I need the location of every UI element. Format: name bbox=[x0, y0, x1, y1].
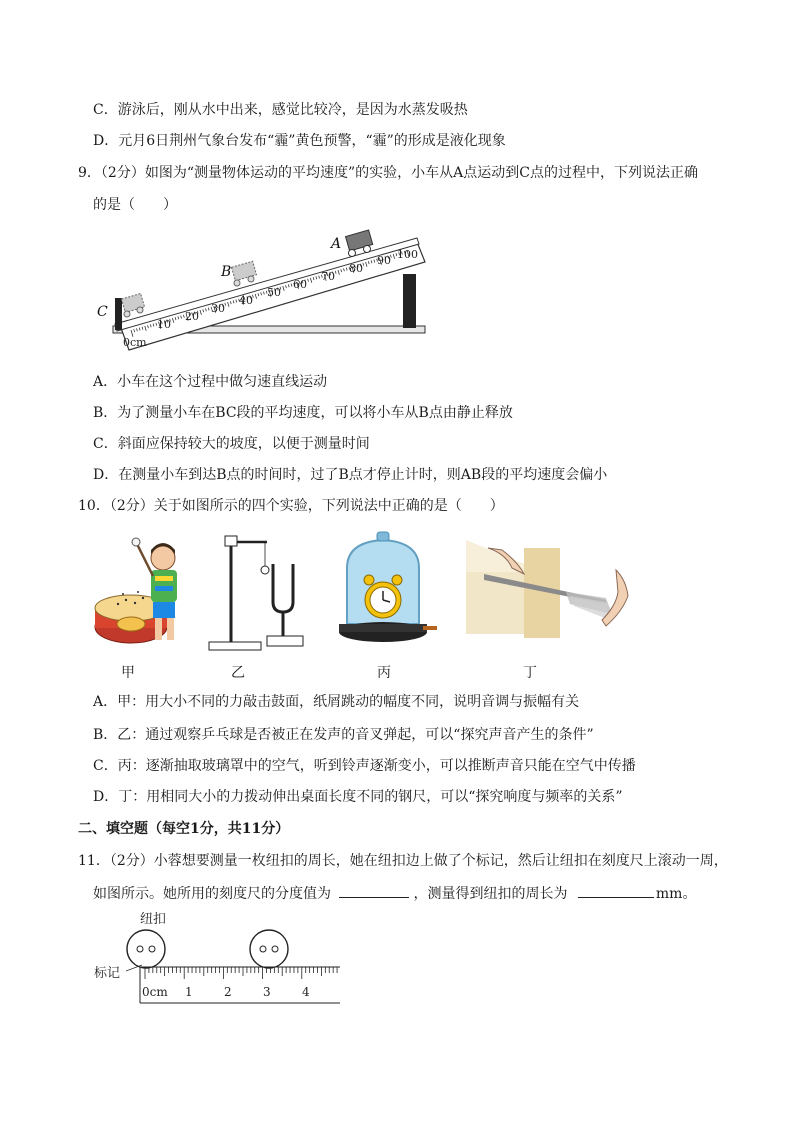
tick-label: 90 bbox=[377, 254, 391, 267]
steel-ruler-experiment-image bbox=[466, 540, 636, 645]
car-at-a bbox=[346, 230, 373, 257]
q10-option-a: A．甲：用大小不同的力敲击鼓面，纸屑跳动的幅度不同，说明音调与振幅有关 bbox=[93, 694, 580, 710]
tick-label: 60 bbox=[293, 278, 307, 291]
bell-jar-experiment-image bbox=[335, 528, 445, 653]
tick-label: 0cm bbox=[142, 985, 168, 999]
tick-label: 70 bbox=[321, 270, 335, 283]
tick-label: 20 bbox=[185, 310, 199, 323]
q11-stem-part-c: mm。 bbox=[655, 886, 697, 902]
button-start bbox=[127, 930, 165, 968]
q10-stem: 10．（2分）关于如图所示的四个实验，下列说法中正确的是（ ） bbox=[78, 498, 504, 514]
tick-label: 30 bbox=[211, 302, 225, 315]
point-c-label: C bbox=[97, 304, 108, 320]
button-label: 纽扣 bbox=[140, 912, 167, 927]
caption-ding: 丁 bbox=[523, 665, 537, 681]
car-at-b bbox=[231, 261, 256, 286]
ruler-ticks bbox=[145, 967, 337, 979]
caption-yi: 乙 bbox=[231, 665, 245, 681]
q11-blank-division[interactable] bbox=[339, 883, 409, 898]
tick-label: 0cm bbox=[123, 336, 147, 349]
tick-label: 40 bbox=[239, 294, 253, 307]
ruler-numbers bbox=[142, 985, 310, 999]
caption-jia: 甲 bbox=[121, 665, 135, 681]
tick-label: 3 bbox=[263, 985, 271, 999]
q9-option-b: B．为了测量小车在BC段的平均速度，可以将小车从B点由静止释放 bbox=[93, 405, 513, 421]
q9-option-c: C．斜面应保持较大的坡度，以便于测量时间 bbox=[93, 436, 370, 452]
tick-label: 4 bbox=[302, 985, 310, 999]
incline-figure bbox=[95, 228, 435, 358]
q10-option-b: B．乙：通过观察乒乓球是否被正在发声的音叉弹起，可以“探究声音产生的条件” bbox=[93, 727, 594, 743]
tick-label: 10 bbox=[157, 318, 171, 331]
q10-option-c: C．丙：逐渐抽取玻璃罩中的空气，听到铃声逐渐变小，可以推断声音只能在空气中传播 bbox=[93, 758, 636, 774]
button-end bbox=[250, 930, 288, 968]
q9-stem-line2: 的是（ ） bbox=[93, 197, 177, 213]
q11-blank-circumference[interactable] bbox=[578, 883, 654, 898]
q8-option-c: C．游泳后，刚从水中出来，感觉比较冷，是因为水蒸发吸热 bbox=[93, 102, 468, 118]
q11-stem-line1: 11．（2分）小蓉想要测量一枚纽扣的周长，她在纽扣边上做了个标记，然后让纽扣在刻度尺上滚动一周， bbox=[78, 853, 728, 869]
point-a-label: A bbox=[331, 236, 342, 252]
tick-label: 50 bbox=[267, 286, 281, 299]
tick-label: 100 bbox=[397, 248, 418, 261]
tick-label: 1 bbox=[185, 985, 193, 999]
support-pillar bbox=[403, 274, 416, 328]
section-title: 二、填空题（每空1分，共11分） bbox=[78, 821, 290, 837]
q8-option-d: D．元月6日荆州气象台发布“霾”黄色预警，“霾”的形成是液化现象 bbox=[93, 133, 506, 149]
mark-label: 标记 bbox=[94, 966, 121, 981]
q10-option-d: D．丁：用相同大小的力拨动伸出桌面长度不同的钢尺，可以“探究响度与频率的关系” bbox=[93, 789, 623, 805]
tuning-fork-experiment-image bbox=[205, 532, 315, 657]
q9-option-a: A．小车在这个过程中做匀速直线运动 bbox=[93, 374, 328, 390]
caption-bing: 丙 bbox=[377, 665, 391, 681]
car-at-c bbox=[121, 294, 144, 317]
q11-stem-part-a: 如图所示。她所用的刻度尺的分度值为 bbox=[93, 886, 331, 902]
q9-stem-line1: 9．（2分）如图为“测量物体运动的平均速度”的实验，小车从A点运动到C点的过程中，下列说法正确 bbox=[78, 165, 698, 181]
drum-experiment-image bbox=[93, 530, 193, 655]
tick-label: 2 bbox=[224, 985, 232, 999]
q11-stem-line2 bbox=[93, 883, 696, 903]
q11-stem-part-b: ，测量得到纽扣的周长为 bbox=[413, 886, 568, 902]
stopper-c bbox=[115, 298, 122, 330]
point-b-label: B bbox=[221, 264, 232, 280]
tick-label: 80 bbox=[349, 262, 363, 275]
button-ruler-figure bbox=[90, 905, 350, 1010]
q9-option-d: D．在测量小车到达B点的时间时，过了B点才停止计时，则AB段的平均速度会偏小 bbox=[93, 467, 608, 483]
